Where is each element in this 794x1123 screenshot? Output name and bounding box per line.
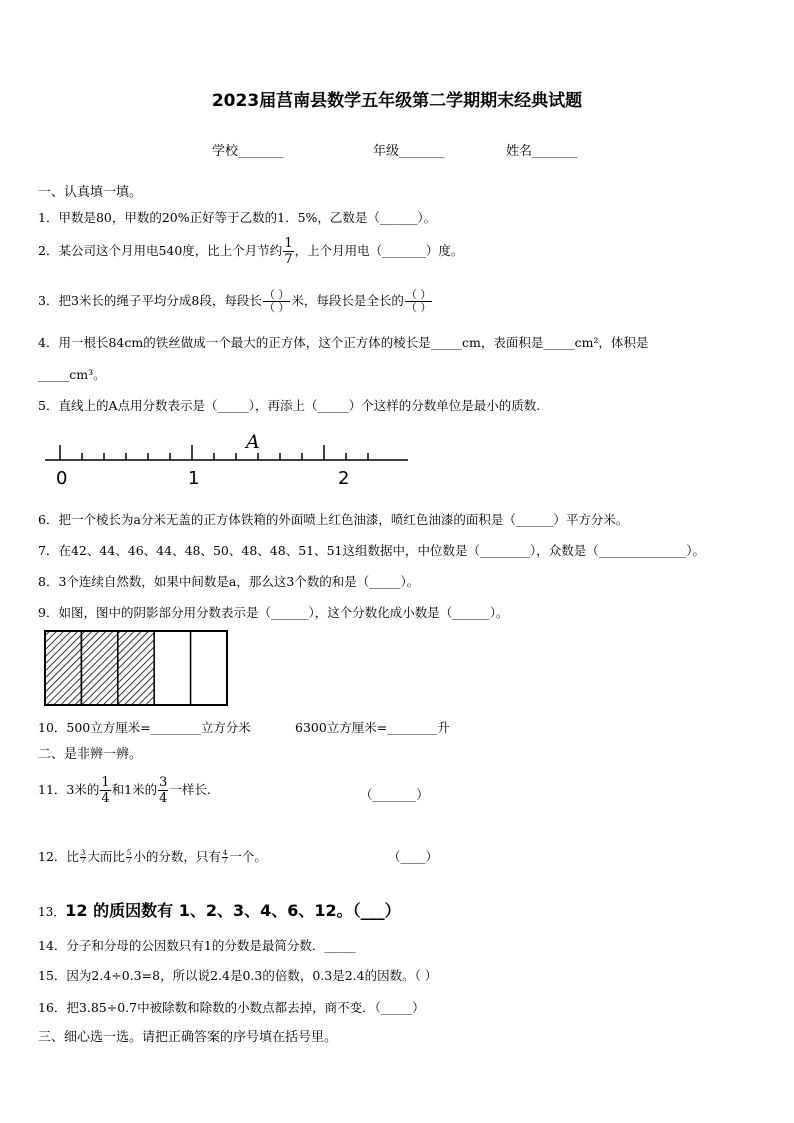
question-9: 9．如图，图中的阴影部分用分数表示是（______），这个分数化成小数是（______）。 [38, 605, 509, 620]
question-3-fraction-2 [405, 289, 433, 314]
number-line-label-1: 1 [188, 468, 200, 489]
question-11-fraction-2 [158, 775, 168, 806]
school-field: 学校_______ [212, 144, 284, 159]
number-line-point-a: A [246, 431, 260, 453]
question-12-answer-paren: （____） [388, 849, 439, 864]
shaded-rectangle-figure [40, 626, 240, 712]
unshaded-part [154, 631, 190, 705]
question-2-fraction [283, 236, 293, 267]
page-title: 2023届莒南县数学五年级第二学期期末经典试题 [211, 91, 583, 111]
fraction-numerator: 3 [159, 775, 168, 790]
question-10-a: 10．500立方厘米=________立方分米 [38, 720, 251, 735]
fraction-numerator: 5 [126, 849, 132, 857]
question-12-text-c: 小的分数，只有 [133, 849, 221, 864]
question-16: 16．把3.85÷0.7中被除数和除数的小数点都去掉，商不变．（_____） [38, 1000, 425, 1015]
fraction-denominator: 4 [101, 791, 110, 806]
fraction-denominator: （ ） [405, 301, 432, 314]
question-2-text-a: 2．某公司这个月用电540度，比上个月节约 [38, 243, 283, 258]
question-11-fraction-1 [100, 775, 110, 806]
section-3-heading: 三、细心选一选。请把正确答案的序号填在括号里。 [38, 1030, 338, 1045]
fraction-numerator: 3 [80, 849, 86, 857]
question-7: 7．在42、44、46、44、48、50、48、48、51、51这组数据中，中位数是（________），众数是（______________）。 [38, 543, 706, 558]
question-2 [38, 236, 463, 267]
question-12-text-d: 一个。 [229, 849, 267, 864]
question-12-text-a: 12．比 [38, 849, 79, 864]
fraction-numerator: （ ） [263, 288, 290, 301]
fraction-numerator: 4 [222, 849, 228, 857]
question-11-text-b: 和1米的 [111, 782, 158, 797]
question-3-text-b: 米，每段长是全长的 [291, 293, 404, 308]
question-4-line-2: _____cm³。 [38, 367, 106, 382]
question-12-fraction-2 [126, 850, 132, 865]
question-13-number: 13． [38, 905, 66, 919]
question-12-fraction-3 [222, 850, 228, 865]
fraction-denominator: 7 [284, 252, 293, 267]
question-11-answer-paren: （_______） [360, 787, 429, 802]
question-11-text-a: 11．3米的 [38, 782, 100, 797]
fraction-denominator: 7 [126, 857, 132, 865]
question-11-text-c: 一样长. [169, 782, 211, 797]
section-2-heading: 二、是非辨一辨。 [38, 747, 143, 762]
question-4-line-1: 4．用一根长84cm的铁丝做成一个最大的正方体，这个正方体的棱长是_____cm，表面积是_____cm²，体积是 [38, 335, 649, 350]
question-12 [38, 847, 267, 865]
question-13 [38, 898, 401, 921]
number-line-label-2: 2 [338, 468, 350, 489]
question-5: 5．直线上的A点用分数表示是（_____），再添上（_____）个这样的分数单位是最小的质数. [38, 398, 541, 413]
shaded-part [118, 631, 154, 705]
question-12-text-b: 大而比 [87, 849, 125, 864]
fraction-denominator: （ ） [263, 301, 290, 314]
question-14: 14．分子和分母的公因数只有1的分数是最简分数．_____ [38, 938, 356, 953]
question-12-fraction-1 [80, 850, 86, 865]
question-2-text-b: ，上个月用电（_______）度。 [294, 243, 464, 258]
question-3-text-a: 3．把3米长的绳子平均分成8段，每段长 [38, 293, 262, 308]
question-15: 15．因为2.4÷0.3=8，所以说2.4是0.3的倍数，0.3是2.4的因数。（ ） [38, 968, 438, 983]
question-10-b: 6300立方厘米=________升 [295, 720, 450, 735]
question-6: 6．把一个棱长为a分米无盖的正方体铁箱的外面喷上红色油漆，喷红色油漆的面积是（______）平方分米。 [38, 512, 629, 527]
question-8: 8．3个连续自然数，如果中间数是a，那么这3个数的和是（_____）。 [38, 574, 420, 589]
fraction-numerator: 1 [284, 236, 293, 251]
shaded-part [81, 631, 117, 705]
grade-field: 年级_______ [373, 144, 445, 159]
fraction-denominator: 7 [80, 857, 86, 865]
fraction-denominator: 7 [222, 857, 228, 865]
fraction-numerator: （ ） [405, 288, 432, 301]
section-1-heading: 一、认真填一填。 [38, 185, 143, 200]
number-line-label-0: 0 [56, 468, 68, 489]
question-11 [38, 775, 211, 806]
unshaded-part [191, 631, 227, 705]
question-13-text: 12 的质因数有 1、2、3、4、6、12。（___） [65, 901, 401, 920]
shaded-part [45, 631, 81, 705]
fraction-numerator: 1 [101, 775, 110, 790]
name-field: 姓名_______ [506, 144, 578, 159]
question-3 [38, 289, 433, 314]
question-1: 1．甲数是80，甲数的20%正好等于乙数的1．5%，乙数是（______）。 [38, 210, 437, 225]
question-3-fraction-1 [263, 289, 291, 314]
fraction-denominator: 4 [159, 791, 168, 806]
number-line-figure [40, 425, 420, 491]
